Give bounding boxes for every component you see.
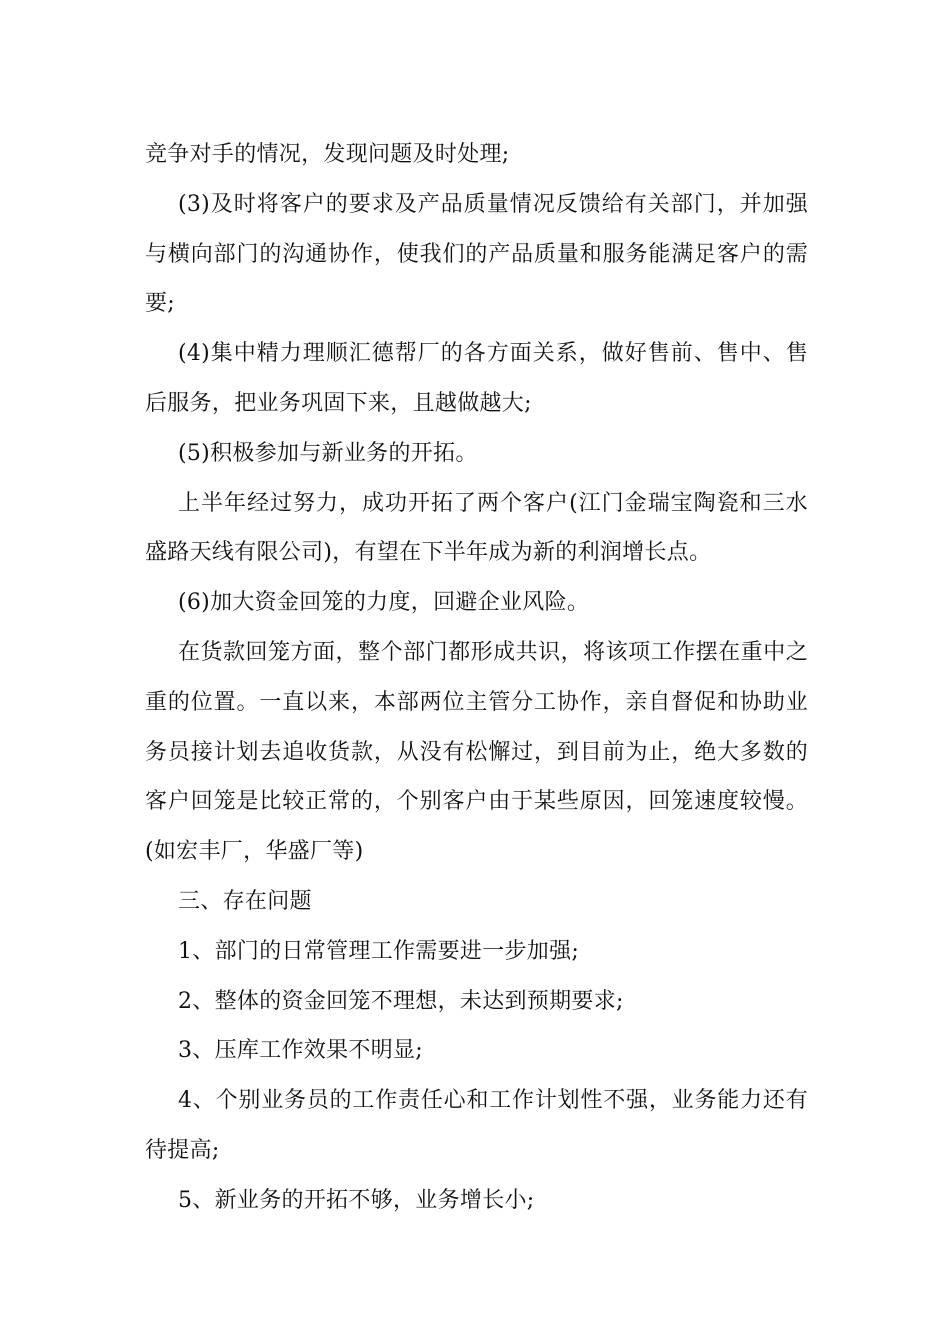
problem-item-4: 4、个别业务员的工作责任心和工作计划性不强，业务能力还有待提高; — [145, 1088, 808, 1163]
problem-item-1: 1、部门的日常管理工作需要进一步加强; — [178, 938, 580, 964]
paragraph-item-4: (4)集中精力理顺汇德帮厂的各方面关系，做好售前、售中、售后服务，把业务巩固下来，且越做越大; — [145, 341, 808, 416]
paragraph-item-6: (6)加大资金回笼的力度，回避企业风险。 — [178, 590, 590, 616]
section-heading-problems: 三、存在问题 — [178, 888, 312, 914]
paragraph-new-clients: 上半年经过努力，成功开拓了两个客户(江门金瑞宝陶瓷和三水盛路天线有限公司)，有望在下半年成为新的利润增长点。 — [145, 490, 808, 566]
paragraph-continuation: 竞争对手的情况，发现问题及时处理; — [145, 142, 510, 167]
paragraph-payment-collection: 在货款回笼方面，整个部门都形成共识，将该项工作摆在重中之重的位置。一直以来，本部两位主管分工协作，亲自督促和协助业务员接计划去追收货款，从没有松懈过，到目前为止，绝大多数的客户回笼是比较正常的，个别客户由于某些原因，回笼速度较慢。(如宏丰厂，华盛厂等) — [145, 639, 808, 865]
paragraph-item-3: (3)及时将客户的要求及产品质量情况反馈给有关部门，并加强与横向部门的沟通协作，使我们的产品质量和服务能满足客户的需要; — [145, 191, 808, 317]
problem-item-3: 3、压库工作效果不明显; — [178, 1038, 424, 1064]
problem-item-2: 2、整体的资金回笼不理想，未达到预期要求; — [178, 988, 624, 1014]
paragraph-item-5: (5)积极参加与新业务的开拓。 — [178, 440, 478, 466]
problem-item-5: 5、新业务的开拓不够，业务增长小; — [178, 1187, 535, 1213]
